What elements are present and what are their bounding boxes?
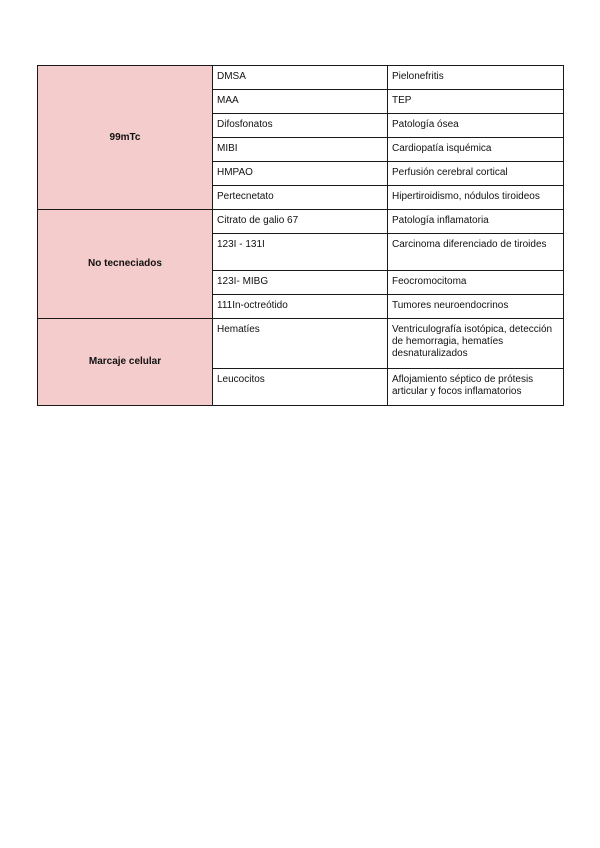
- agent-cell: 123I- MIBG: [213, 271, 388, 295]
- indication-cell: Hipertiroidismo, nódulos tiroideos: [388, 186, 564, 210]
- table-row: [38, 66, 564, 90]
- group-label-no-tecneciados: No tecneciados: [38, 210, 213, 319]
- radiopharmaceutical-table: [37, 65, 564, 406]
- agent-cell: 111In-octreótido: [213, 295, 388, 319]
- table-row: [38, 319, 564, 369]
- agent-cell: Pertecnetato: [213, 186, 388, 210]
- indication-cell: Tumores neuroendocrinos: [388, 295, 564, 319]
- indication-cell: Feocromocitoma: [388, 271, 564, 295]
- indication-cell: Perfusión cerebral cortical: [388, 162, 564, 186]
- indication-cell: Carcinoma diferenciado de tiroides: [388, 234, 564, 271]
- indication-cell: Ventriculografía isotópica, detección de hemorragia, hematíes desnaturalizados: [388, 319, 564, 369]
- indication-cell: Cardiopatía isquémica: [388, 138, 564, 162]
- agent-cell: Citrato de galio 67: [213, 210, 388, 234]
- agent-cell: DMSA: [213, 66, 388, 90]
- indication-cell: Patología ósea: [388, 114, 564, 138]
- agent-cell: HMPAO: [213, 162, 388, 186]
- agent-cell: 123I - 131I: [213, 234, 388, 271]
- indication-cell: Patología inflamatoria: [388, 210, 564, 234]
- group-label-99mtc: 99mTc: [38, 66, 213, 210]
- agent-cell: MAA: [213, 90, 388, 114]
- table-row: [38, 210, 564, 234]
- agent-cell: Difosfonatos: [213, 114, 388, 138]
- agent-cell: Leucocitos: [213, 369, 388, 406]
- indication-cell: TEP: [388, 90, 564, 114]
- indication-cell: Pielonefritis: [388, 66, 564, 90]
- indication-cell: Aflojamiento séptico de prótesis articular y focos inflamatorios: [388, 369, 564, 406]
- group-label-marcaje-celular: Marcaje celular: [38, 319, 213, 406]
- agent-cell: Hematíes: [213, 319, 388, 369]
- agent-cell: MIBI: [213, 138, 388, 162]
